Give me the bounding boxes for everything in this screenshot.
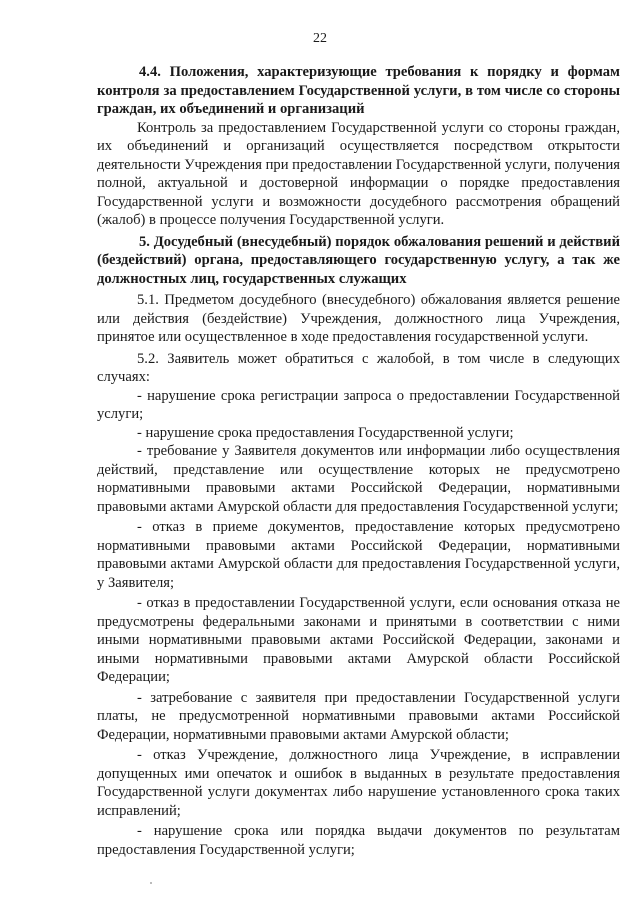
list-item: - отказ в приеме документов, предоставление которых предусмотрено нормативными правовыми актами Российской Федерации, нормативными правовыми актами Амурской области для предоставления Государственной услуги, у Заявителя; (97, 519, 620, 591)
section-4-4-text: Контроль за предоставлением Государственной услуги со стороны граждан, их объединений и организаций осуществляется посредством открытости деятельности Учреждения при предоставлении Государственной услуги, получения полной, актуальной и достоверной информации о порядке предоставления Государственной услуги и возможности досудебного рассмотрения обращений (жалоб) в процессе получения Государственной услуги. (97, 119, 620, 228)
paragraph-5-2: 5.2. Заявитель может обратиться с жалобой, в том числе в следующих случаях: (97, 350, 620, 385)
list-item: - затребование с заявителя при предоставлении Государственной услуги платы, не предусмотренной нормативными правовыми актами Российской Федерации, нормативными правовыми актами Амурской области; (97, 689, 620, 743)
scan-mark (150, 882, 152, 884)
list-item: - нарушение срока или порядка выдачи документов по результатам предоставления Государственной услуги; (97, 823, 620, 858)
list-item: - требование у Заявителя документов или информации либо осуществления действий, представление или осуществление которых не предусмотрено нормативными правовыми актами Российской Федерации, нормативными правовыми актами Амурской области для предоставления Государственной услуги; (97, 443, 620, 515)
paragraph-5-1: 5.1. Предметом досудебного (внесудебного) обжалования является решение или действия (бездействие) Учреждения, должностного лица Учреждения, принятое или осуществленное в ходе предоставления государственной услуги. (97, 292, 620, 345)
list-item: - нарушение срока предоставления Государственной услуги; (137, 424, 514, 441)
list-item: - отказ в предоставлении Государственной услуги, если основания отказа не предусмотрены федеральными законами и принятыми в соответствии с ними иными нормативными правовыми актами Российской Федерации, законами и иными нормативными правовыми актами Амурской области Российской Федерации; (97, 595, 620, 685)
section-5-heading: 5. Досудебный (внесудебный) порядок обжалования решений и действий (бездействий) органа, предоставляющего государственную услугу, а так же должностных лиц, государственных служащих (97, 233, 620, 287)
list-item: - нарушение срока регистрации запроса о предоставлении Государственной услуги; (97, 387, 620, 422)
list-item: - отказ Учреждение, должностного лица Учреждение, в исправлении допущенных ими опечаток и ошибок в выданных в результате предоставления Государственной услуги документах либо нарушение установленного срока таких исправлений; (97, 747, 620, 819)
section-4-4-heading: 4.4. Положения, характеризующие требования к порядку и формам контроля за предоставлением Государственной услуги, в том числе со стороны граждан, их объединений и организаций (97, 64, 620, 117)
page-number: 22 (313, 31, 327, 46)
page-content (97, 63, 620, 859)
